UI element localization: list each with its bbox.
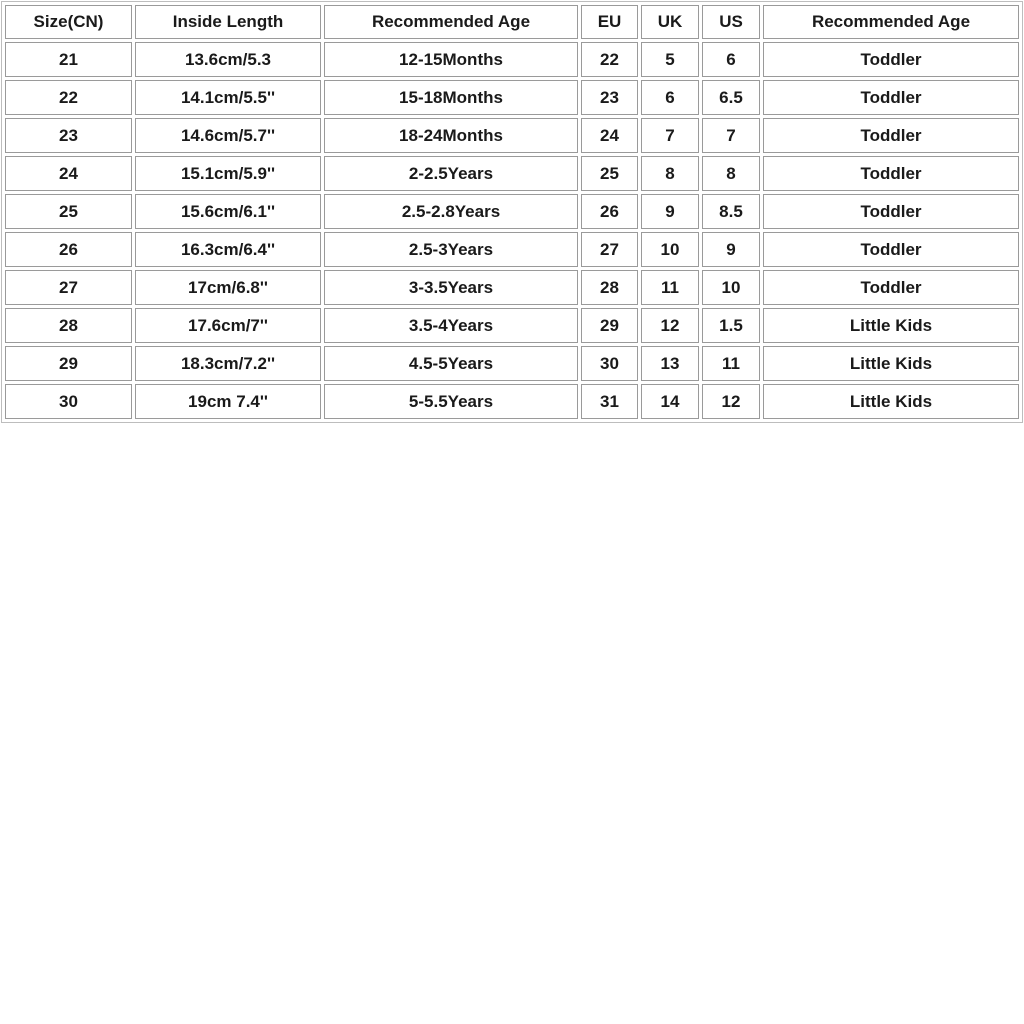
cell-eu: 28 (581, 270, 638, 305)
cell-inside-length: 18.3cm/7.2'' (135, 346, 321, 381)
table-row (5, 232, 1019, 267)
header-eu: EU (581, 5, 638, 39)
header-recommended-age-months: Recommended Age (324, 5, 578, 39)
cell-us: 6 (702, 42, 760, 77)
cell-size-cn: 27 (5, 270, 132, 305)
cell-uk: 8 (641, 156, 699, 191)
cell-us: 1.5 (702, 308, 760, 343)
header-us: US (702, 5, 760, 39)
cell-us: 6.5 (702, 80, 760, 115)
cell-inside-length: 19cm 7.4'' (135, 384, 321, 419)
cell-recommended-age: 2-2.5Years (324, 156, 578, 191)
cell-inside-length: 16.3cm/6.4'' (135, 232, 321, 267)
cell-recommended-age: 18-24Months (324, 118, 578, 153)
cell-size-cn: 25 (5, 194, 132, 229)
cell-inside-length: 13.6cm/5.3 (135, 42, 321, 77)
cell-inside-length: 14.6cm/5.7'' (135, 118, 321, 153)
cell-age-group: Little Kids (763, 308, 1019, 343)
cell-inside-length: 14.1cm/5.5'' (135, 80, 321, 115)
cell-age-group: Toddler (763, 118, 1019, 153)
cell-recommended-age: 3-3.5Years (324, 270, 578, 305)
cell-uk: 9 (641, 194, 699, 229)
cell-age-group: Toddler (763, 42, 1019, 77)
cell-size-cn: 26 (5, 232, 132, 267)
cell-recommended-age: 5-5.5Years (324, 384, 578, 419)
cell-uk: 11 (641, 270, 699, 305)
cell-uk: 14 (641, 384, 699, 419)
cell-us: 7 (702, 118, 760, 153)
cell-recommended-age: 2.5-2.8Years (324, 194, 578, 229)
cell-uk: 7 (641, 118, 699, 153)
cell-uk: 6 (641, 80, 699, 115)
cell-age-group: Toddler (763, 232, 1019, 267)
size-chart-table (1, 1, 1023, 423)
cell-eu: 27 (581, 232, 638, 267)
header-row (5, 5, 1019, 39)
cell-us: 8 (702, 156, 760, 191)
cell-eu: 29 (581, 308, 638, 343)
table-row (5, 118, 1019, 153)
cell-recommended-age: 4.5-5Years (324, 346, 578, 381)
cell-size-cn: 22 (5, 80, 132, 115)
cell-inside-length: 15.6cm/6.1'' (135, 194, 321, 229)
cell-uk: 13 (641, 346, 699, 381)
cell-eu: 30 (581, 346, 638, 381)
cell-recommended-age: 3.5-4Years (324, 308, 578, 343)
cell-recommended-age: 15-18Months (324, 80, 578, 115)
cell-size-cn: 23 (5, 118, 132, 153)
cell-eu: 25 (581, 156, 638, 191)
cell-inside-length: 17cm/6.8'' (135, 270, 321, 305)
cell-age-group: Toddler (763, 270, 1019, 305)
table-row (5, 156, 1019, 191)
cell-inside-length: 15.1cm/5.9'' (135, 156, 321, 191)
cell-size-cn: 21 (5, 42, 132, 77)
table-row (5, 346, 1019, 381)
header-size-cn: Size(CN) (5, 5, 132, 39)
cell-inside-length: 17.6cm/7'' (135, 308, 321, 343)
cell-eu: 31 (581, 384, 638, 419)
table-row (5, 194, 1019, 229)
cell-us: 8.5 (702, 194, 760, 229)
cell-age-group: Toddler (763, 80, 1019, 115)
header-inside-length: Inside Length (135, 5, 321, 39)
header-recommended-age-group: Recommended Age (763, 5, 1019, 39)
cell-uk: 5 (641, 42, 699, 77)
cell-size-cn: 29 (5, 346, 132, 381)
cell-age-group: Little Kids (763, 346, 1019, 381)
cell-age-group: Toddler (763, 194, 1019, 229)
cell-uk: 10 (641, 232, 699, 267)
cell-uk: 12 (641, 308, 699, 343)
cell-us: 12 (702, 384, 760, 419)
cell-age-group: Little Kids (763, 384, 1019, 419)
cell-us: 10 (702, 270, 760, 305)
cell-us: 9 (702, 232, 760, 267)
table-row (5, 308, 1019, 343)
cell-size-cn: 30 (5, 384, 132, 419)
cell-size-cn: 28 (5, 308, 132, 343)
cell-age-group: Toddler (763, 156, 1019, 191)
cell-recommended-age: 12-15Months (324, 42, 578, 77)
table-row (5, 42, 1019, 77)
cell-eu: 23 (581, 80, 638, 115)
cell-us: 11 (702, 346, 760, 381)
cell-eu: 26 (581, 194, 638, 229)
header-uk: UK (641, 5, 699, 39)
cell-eu: 22 (581, 42, 638, 77)
cell-size-cn: 24 (5, 156, 132, 191)
cell-recommended-age: 2.5-3Years (324, 232, 578, 267)
table-row (5, 270, 1019, 305)
table-row (5, 80, 1019, 115)
table-row (5, 384, 1019, 419)
cell-eu: 24 (581, 118, 638, 153)
